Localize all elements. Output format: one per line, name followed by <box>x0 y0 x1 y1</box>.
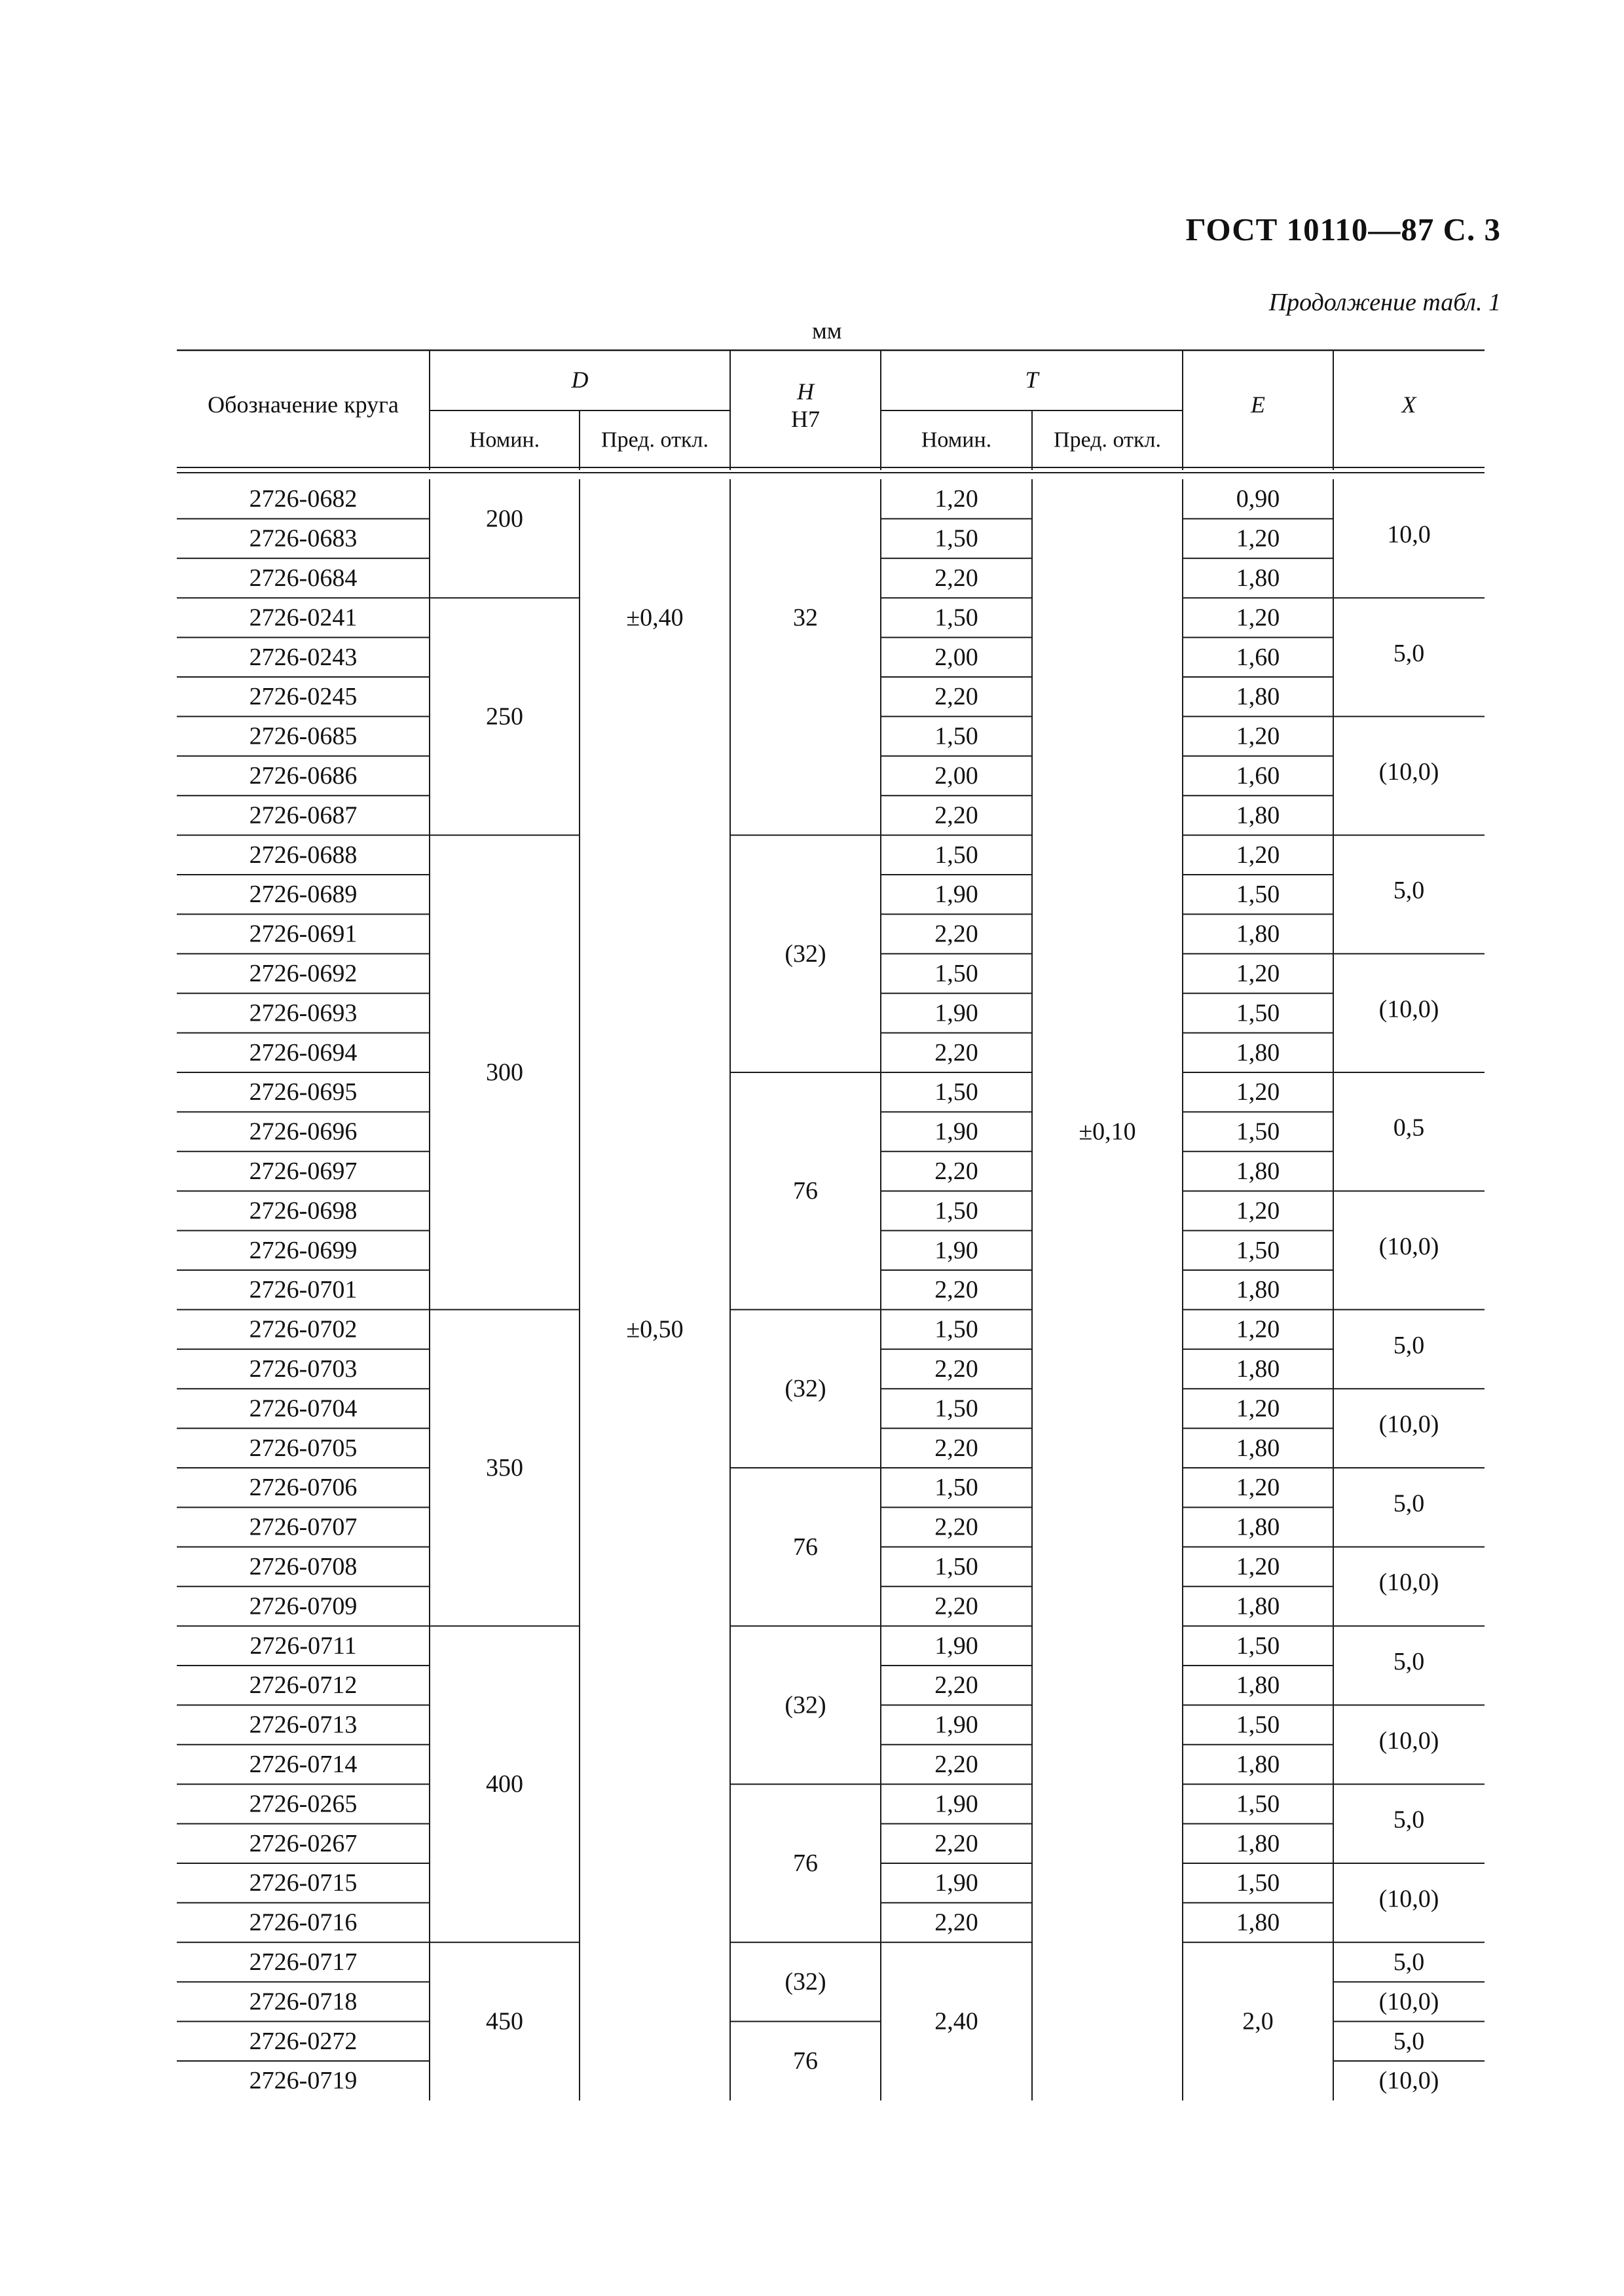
T-nominal-value: 2,20 <box>934 1513 978 1541</box>
row-designation: 2726-0705 <box>249 1434 358 1462</box>
D-nominal-value: 400 <box>486 1770 523 1798</box>
E-value: 0,90 <box>1236 485 1280 513</box>
row-designation: 2726-0684 <box>249 564 358 592</box>
X-value: 5,0 <box>1393 1489 1425 1518</box>
row-designation: 2726-0718 <box>249 1988 358 2016</box>
X-value: (10,0) <box>1378 1988 1439 2016</box>
E-value: 1,20 <box>1236 1315 1280 1343</box>
row-designation: 2726-0243 <box>249 643 358 671</box>
E-value: 1,50 <box>1236 1631 1280 1660</box>
table-continuation-caption: Продолжение табл. 1 <box>1268 289 1501 316</box>
D-tolerance-value: ±0,40 <box>626 604 684 632</box>
T-nominal-value: 2,40 <box>934 2007 978 2035</box>
H-value: 76 <box>793 1177 818 1205</box>
T-nominal-value: 1,90 <box>934 1236 978 1264</box>
row-designation: 2726-0272 <box>249 2027 358 2055</box>
T-nominal-value: 1,50 <box>934 1474 978 1502</box>
T-nominal-value: 1,20 <box>934 485 978 513</box>
T-nominal-value: 2,20 <box>934 1908 978 1937</box>
row-designation: 2726-0241 <box>249 604 358 632</box>
header-X: X <box>1401 392 1416 418</box>
H-value: 76 <box>793 1850 818 1877</box>
T-nominal-value: 2,20 <box>934 683 978 711</box>
E-value: 1,20 <box>1236 1078 1280 1106</box>
X-value: 5,0 <box>1393 2027 1425 2055</box>
E-value: 1,50 <box>1236 1118 1280 1146</box>
T-nominal-value: 1,50 <box>934 604 978 632</box>
row-designation: 2726-0717 <box>249 1948 358 1976</box>
row-designation: 2726-0711 <box>249 1631 357 1660</box>
row-designation: 2726-0686 <box>249 762 358 790</box>
E-value: 1,50 <box>1236 1711 1280 1739</box>
D-nominal-value: 350 <box>486 1454 523 1482</box>
T-nominal-value: 2,20 <box>934 1434 978 1462</box>
T-nominal-value: 2,00 <box>934 762 978 790</box>
header-T-tolerance: Пред. откл. <box>1054 428 1161 452</box>
row-designation: 2726-0712 <box>249 1671 358 1700</box>
E-value: 1,20 <box>1236 1553 1280 1580</box>
row-designation: 2726-0692 <box>249 960 358 987</box>
row-designation: 2726-0688 <box>249 841 358 869</box>
T-nominal-value: 2,20 <box>934 1592 978 1620</box>
E-value: 1,80 <box>1236 1276 1280 1304</box>
T-nominal-value: 1,90 <box>934 1790 978 1818</box>
header-H: H <box>797 378 814 405</box>
T-nominal-value: 2,20 <box>934 1671 978 1700</box>
header-D: D <box>571 367 589 393</box>
E-value: 1,20 <box>1236 524 1280 553</box>
units-label: мм <box>812 318 842 344</box>
X-value: (10,0) <box>1378 1410 1439 1438</box>
E-value: 1,80 <box>1236 1513 1280 1541</box>
row-designation: 2726-0693 <box>249 999 358 1027</box>
T-nominal-value: 1,90 <box>934 999 978 1027</box>
X-value: (10,0) <box>1378 1569 1439 1597</box>
T-nominal-value: 1,90 <box>934 1631 978 1660</box>
T-nominal-value: 1,90 <box>934 881 978 909</box>
T-nominal-value: 1,50 <box>934 960 978 987</box>
row-designation: 2726-0699 <box>249 1236 358 1264</box>
E-value: 1,20 <box>1236 960 1280 987</box>
header-T: T <box>1025 367 1039 393</box>
T-nominal-value: 1,50 <box>934 1553 978 1580</box>
T-nominal-value: 2,20 <box>934 1038 978 1066</box>
H-value: (32) <box>784 1968 826 1996</box>
E-value: 1,80 <box>1236 1157 1280 1185</box>
D-nominal-value: 200 <box>486 505 523 533</box>
X-value: 5,0 <box>1393 877 1425 905</box>
row-designation: 2726-0694 <box>249 1038 358 1066</box>
T-nominal-value: 2,20 <box>934 920 978 948</box>
header-H-fit: H7 <box>791 406 820 432</box>
E-value: 1,80 <box>1236 1751 1280 1778</box>
X-value: 10,0 <box>1387 520 1431 549</box>
row-designation: 2726-0706 <box>249 1474 358 1502</box>
E-value: 1,50 <box>1236 1236 1280 1264</box>
E-value: 2,0 <box>1242 2007 1274 2035</box>
row-designation: 2726-0683 <box>249 524 358 553</box>
row-designation: 2726-0696 <box>249 1118 358 1146</box>
D-nominal-value: 450 <box>486 2007 523 2035</box>
T-nominal-value: 2,20 <box>934 1276 978 1304</box>
row-designation: 2726-0702 <box>249 1315 358 1343</box>
D-tolerance-value: ±0,50 <box>626 1315 684 1343</box>
row-designation: 2726-0719 <box>249 2067 358 2095</box>
T-nominal-value: 1,90 <box>934 1869 978 1897</box>
E-value: 1,20 <box>1236 1197 1280 1225</box>
row-designation: 2726-0265 <box>249 1790 358 1818</box>
row-designation: 2726-0685 <box>249 722 358 750</box>
row-designation: 2726-0697 <box>249 1157 358 1185</box>
D-nominal-value: 250 <box>486 702 523 731</box>
X-value: 5,0 <box>1393 639 1425 667</box>
row-designation: 2726-0698 <box>249 1197 358 1225</box>
E-value: 1,20 <box>1236 604 1280 632</box>
T-nominal-value: 1,50 <box>934 524 978 553</box>
row-designation: 2726-0713 <box>249 1711 358 1739</box>
row-designation: 2726-0682 <box>249 485 358 513</box>
T-nominal-value: 2,20 <box>934 1829 978 1857</box>
D-nominal-value: 300 <box>486 1059 523 1086</box>
E-value: 1,80 <box>1236 564 1280 592</box>
header-designation: Обозначение круга <box>208 392 399 418</box>
X-value: 5,0 <box>1393 1648 1425 1675</box>
X-value: (10,0) <box>1378 995 1439 1023</box>
header-T-nominal: Номин. <box>921 428 992 452</box>
T-nominal-value: 2,20 <box>934 1157 978 1185</box>
row-designation: 2726-0691 <box>249 920 358 948</box>
H-value: (32) <box>784 1691 826 1719</box>
T-nominal-value: 2,20 <box>934 564 978 592</box>
T-nominal-value: 1,50 <box>934 1315 978 1343</box>
row-designation: 2726-0267 <box>249 1829 358 1857</box>
E-value: 1,80 <box>1236 683 1280 711</box>
H-value: 76 <box>793 1533 818 1561</box>
X-value: (10,0) <box>1378 758 1439 786</box>
E-value: 1,50 <box>1236 1869 1280 1897</box>
row-designation: 2726-0687 <box>249 801 358 829</box>
T-nominal-value: 1,50 <box>934 1078 978 1106</box>
header-D-nominal: Номин. <box>469 428 540 452</box>
row-designation: 2726-0701 <box>249 1276 358 1304</box>
E-value: 1,80 <box>1236 1908 1280 1937</box>
X-value: 0,5 <box>1393 1114 1425 1142</box>
row-designation: 2726-0714 <box>249 1751 358 1778</box>
X-value: 5,0 <box>1393 1806 1425 1834</box>
T-nominal-value: 1,50 <box>934 722 978 750</box>
E-value: 1,80 <box>1236 1434 1280 1462</box>
E-value: 1,20 <box>1236 1394 1280 1423</box>
X-value: (10,0) <box>1378 1726 1439 1755</box>
row-designation: 2726-0716 <box>249 1908 358 1937</box>
E-value: 1,50 <box>1236 1790 1280 1818</box>
H-value: (32) <box>784 939 826 968</box>
E-value: 1,50 <box>1236 881 1280 909</box>
X-value: (10,0) <box>1378 2067 1439 2095</box>
row-designation: 2726-0695 <box>249 1078 358 1106</box>
E-value: 1,80 <box>1236 1038 1280 1066</box>
row-designation: 2726-0689 <box>249 881 358 909</box>
T-nominal-value: 2,00 <box>934 643 978 671</box>
header-E: E <box>1251 392 1265 418</box>
row-designation: 2726-0715 <box>249 1869 358 1897</box>
X-value: (10,0) <box>1378 1232 1439 1260</box>
page-title: ГОСТ 10110—87 С. 3 <box>1185 211 1501 247</box>
row-designation: 2726-0703 <box>249 1355 358 1383</box>
T-nominal-value: 1,50 <box>934 1394 978 1423</box>
T-nominal-value: 1,50 <box>934 841 978 869</box>
E-value: 1,20 <box>1236 722 1280 750</box>
X-value: 5,0 <box>1393 1948 1425 1976</box>
E-value: 1,80 <box>1236 1592 1280 1620</box>
row-designation: 2726-0708 <box>249 1553 358 1580</box>
E-value: 1,20 <box>1236 1474 1280 1502</box>
H-value: 32 <box>793 604 818 632</box>
E-value: 1,80 <box>1236 801 1280 829</box>
E-value: 1,80 <box>1236 1829 1280 1857</box>
T-nominal-value: 2,20 <box>934 801 978 829</box>
T-nominal-value: 1,90 <box>934 1711 978 1739</box>
X-value: (10,0) <box>1378 1885 1439 1913</box>
T-nominal-value: 1,90 <box>934 1118 978 1146</box>
T-nominal-value: 2,20 <box>934 1751 978 1778</box>
E-value: 1,80 <box>1236 1671 1280 1700</box>
T-nominal-value: 2,20 <box>934 1355 978 1383</box>
H-value: (32) <box>784 1375 826 1403</box>
T-nominal-value: 1,50 <box>934 1197 978 1225</box>
H-value: 76 <box>793 2047 818 2075</box>
X-value: 5,0 <box>1393 1331 1425 1359</box>
E-value: 1,80 <box>1236 920 1280 948</box>
E-value: 1,60 <box>1236 643 1280 671</box>
E-value: 1,80 <box>1236 1355 1280 1383</box>
row-designation: 2726-0707 <box>249 1513 358 1541</box>
E-value: 1,20 <box>1236 841 1280 869</box>
row-designation: 2726-0245 <box>249 683 358 711</box>
row-designation: 2726-0704 <box>249 1394 358 1423</box>
E-value: 1,50 <box>1236 999 1280 1027</box>
E-value: 1,60 <box>1236 762 1280 790</box>
T-tolerance-value: ±0,10 <box>1079 1118 1136 1146</box>
header-D-tolerance: Пред. откл. <box>601 428 709 452</box>
row-designation: 2726-0709 <box>249 1592 358 1620</box>
